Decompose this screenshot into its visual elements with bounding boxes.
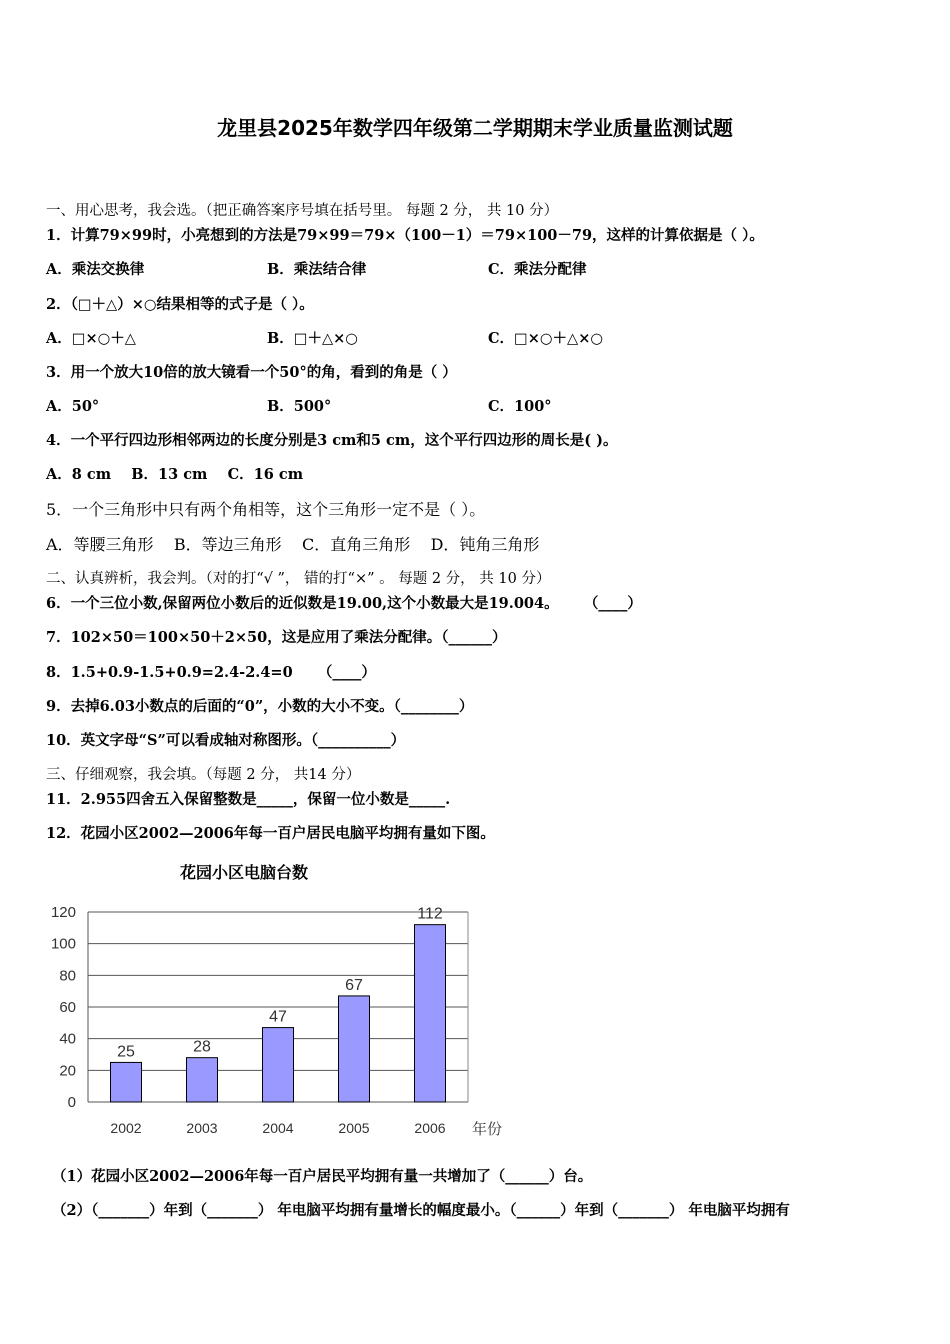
x-tick-label: 2005 [338, 1120, 370, 1136]
y-tick-label: 80 [59, 967, 76, 985]
section-1-heading: 一、用心思考，我会选。（把正确答案序号填在括号里。 每题 2 分， 共 10 分） [46, 203, 559, 219]
bar [111, 1062, 142, 1102]
q3-option-a: A．50° [46, 398, 100, 415]
section-3-heading: 三、仔细观察，我会填。（每题 2 分， 共14 分） [46, 767, 361, 783]
section-2-heading: 二、认真辨析，我会判。（对的打“√ ”， 错的打“×” 。 每题 2 分， 共 10 分） [46, 571, 551, 587]
y-tick-label: 40 [59, 1030, 76, 1048]
q1-option-c: C．乘法分配律 [488, 261, 587, 278]
question-2: 2．（□＋△）×○结果相等的式子是（ ）。 [46, 296, 314, 313]
q3-option-c: C．100° [488, 398, 552, 415]
question-7: 7．102×50＝100×50＋2×50，这是应用了乘法分配律。（______） [46, 629, 507, 646]
x-tick-label: 2006 [414, 1120, 446, 1136]
question-5: 5．一个三角形中只有两个角相等，这个三角形一定不是（ ）。 [46, 500, 486, 519]
question-12-part-1: （1）花园小区2002—2006年每一百户居民平均拥有量一共增加了（______）台。 [52, 1168, 593, 1185]
q2-option-c: C．□×○＋△×○ [488, 330, 603, 347]
q2-option-b: B．□＋△×○ [267, 330, 358, 347]
question-4: 4．一个平行四边形相邻两边的长度分别是3 cm和5 cm，这个平行四边形的周长是( )。 [46, 432, 618, 449]
q4-options: A．8 cm B．13 cm C．16 cm [46, 466, 304, 483]
chart-title: 花园小区电脑台数 [180, 863, 309, 882]
y-tick-label: 100 [50, 935, 76, 953]
y-tick-label: 20 [59, 1062, 76, 1080]
question-6: 6．一个三位小数,保留两位小数后的近似数是19.00,这个小数最大是19.004。 （____） [46, 595, 642, 612]
bar-value-label: 112 [417, 905, 443, 923]
question-10: 10．英文字母“S”可以看成轴对称图形。（__________） [46, 732, 406, 749]
bar-value-label: 47 [269, 1008, 287, 1026]
question-1: 1．计算79×99时，小亮想到的方法是79×99＝79×（100－1）＝79×100－79，这样的计算依据是（ ）。 [46, 227, 764, 244]
y-tick-label: 0 [67, 1094, 76, 1111]
q1-option-b: B．乘法结合律 [267, 261, 367, 278]
question-8: 8．1.5+0.9-1.5+0.9=2.4-2.4=0 （____） [46, 664, 376, 681]
q1-option-a: A．乘法交换律 [46, 261, 145, 278]
q3-option-b: B．500° [267, 398, 332, 415]
question-3: 3．用一个放大10倍的放大镜看一个50°的角，看到的角是（ ） [46, 364, 457, 381]
bar-chart [30, 890, 530, 1150]
bar [415, 925, 446, 1102]
question-12: 12．花园小区2002—2006年每一百户居民电脑平均拥有量如下图。 [46, 825, 495, 842]
x-axis-title: 年份 [472, 1120, 503, 1138]
q2-option-a: A．□×○＋△ [46, 330, 136, 347]
y-tick-label: 120 [50, 904, 76, 921]
bar-value-label: 25 [117, 1043, 135, 1061]
x-tick-label: 2004 [262, 1120, 294, 1136]
question-12-part-2: （2）（_______）年到（_______） 年电脑平均拥有量增长的幅度最小。（______）年到（_______） 年电脑平均拥有 [52, 1202, 790, 1219]
bar-value-label: 28 [193, 1038, 211, 1056]
y-tick-label: 60 [59, 999, 76, 1016]
bar-value-label: 67 [345, 976, 363, 994]
question-9: 9．去掉6.03小数点的后面的“0”，小数的大小不变。（________） [46, 698, 474, 715]
x-tick-label: 2002 [110, 1120, 142, 1136]
bar [187, 1058, 218, 1102]
question-11: 11．2.955四舍五入保留整数是_____，保留一位小数是_____. [46, 791, 451, 808]
bar [263, 1028, 294, 1102]
page-title: 龙里县2025年数学四年级第二学期期末学业质量监测试题 [217, 116, 733, 140]
x-tick-label: 2003 [186, 1120, 218, 1136]
bar [339, 996, 370, 1102]
q5-options: A．等腰三角形 B．等边三角形 C．直角三角形 D．钝角三角形 [46, 535, 540, 554]
